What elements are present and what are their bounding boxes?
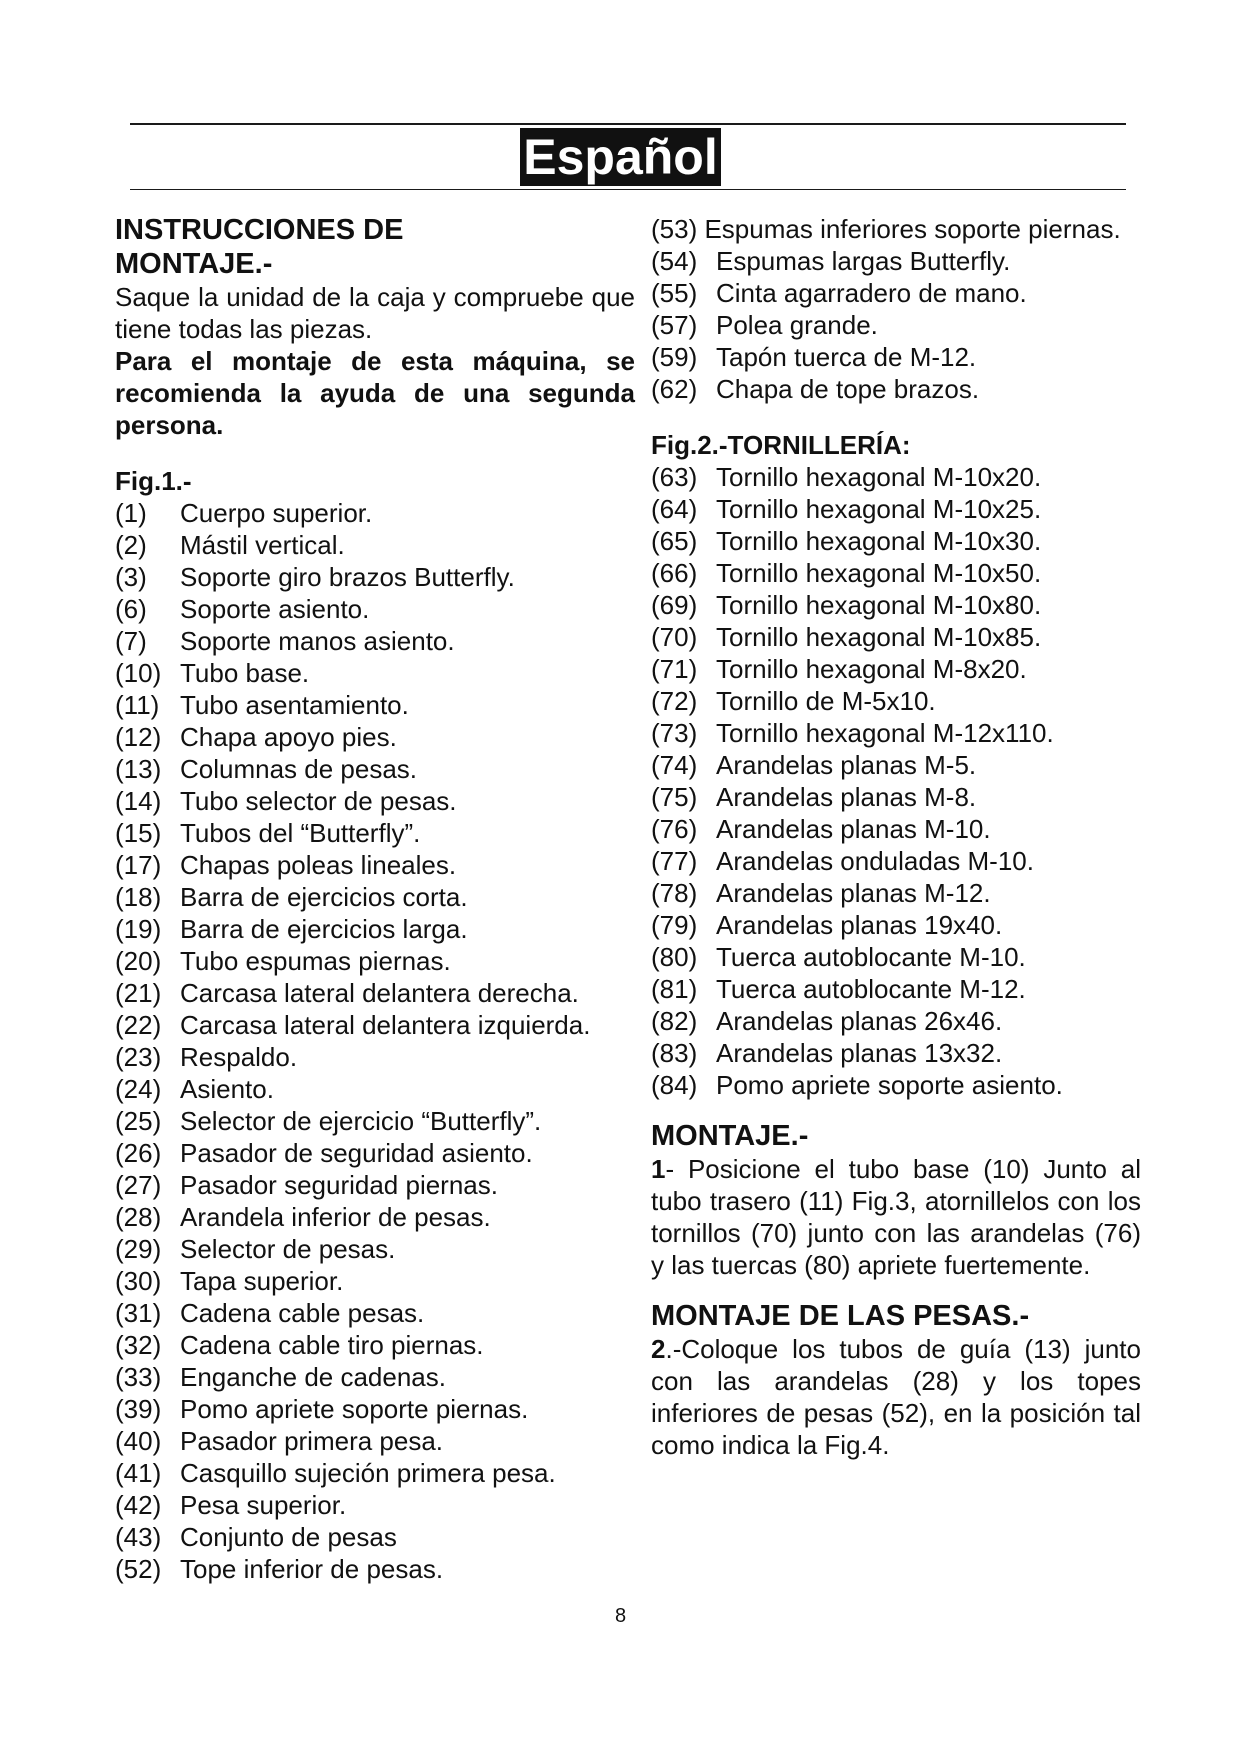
item-number: (19)	[115, 914, 162, 944]
item-number: (75)	[651, 782, 698, 812]
language-label: Español	[520, 128, 720, 186]
item-number: (27)	[115, 1170, 162, 1200]
item-text: Tope inferior de pesas.	[180, 1554, 444, 1584]
fig2-hardware-list	[651, 461, 1141, 1101]
list-item	[651, 941, 1141, 973]
list-item	[115, 1457, 635, 1489]
item-text: Barra de ejercicios larga.	[180, 914, 468, 944]
item-text: Pomo apriete soporte piernas.	[180, 1394, 529, 1424]
item-number: (2)	[115, 530, 147, 560]
section-title-line-1: INSTRUCCIONES DE	[115, 214, 404, 246]
section-title-instrucciones	[115, 213, 635, 281]
item-text: Enganche de cadenas.	[180, 1362, 446, 1392]
list-item	[115, 1233, 635, 1265]
item-text: Tornillo de M-5x10.	[716, 686, 936, 716]
item-text: Pomo apriete soporte asiento.	[716, 1070, 1063, 1100]
item-number: (80)	[651, 942, 698, 972]
item-number: (26)	[115, 1138, 162, 1168]
list-item	[651, 341, 1141, 373]
item-text: Respaldo.	[180, 1042, 298, 1072]
item-number: (28)	[115, 1202, 162, 1232]
item-number: (40)	[115, 1426, 162, 1456]
item-text: Chapas poleas lineales.	[180, 850, 457, 880]
item-number: (59)	[651, 342, 698, 372]
item-number: (72)	[651, 686, 698, 716]
list-item	[115, 625, 635, 657]
list-item	[115, 977, 635, 1009]
list-item	[115, 1425, 635, 1457]
list-item	[115, 689, 635, 721]
list-item	[115, 1201, 635, 1233]
item-text: Tornillo hexagonal M-8x20.	[716, 654, 1027, 684]
item-number: (57)	[651, 310, 698, 340]
section-title-line-2: MONTAJE.-	[115, 248, 273, 280]
item-number: (33)	[115, 1362, 162, 1392]
item-number: (79)	[651, 910, 698, 940]
list-item	[115, 1169, 635, 1201]
item-number: (15)	[115, 818, 162, 848]
item-text: Chapa apoyo pies.	[180, 722, 397, 752]
list-item	[115, 913, 635, 945]
list-item	[115, 497, 635, 529]
item-number: (18)	[115, 882, 162, 912]
item-number: (64)	[651, 494, 698, 524]
item-number: (69)	[651, 590, 698, 620]
item-text: Arandelas planas 26x46.	[716, 1006, 1003, 1036]
list-item	[651, 245, 1141, 277]
step-2-paragraph	[651, 1333, 1141, 1461]
item-text: Tornillo hexagonal M-12x110.	[716, 718, 1054, 748]
item-number: (3)	[115, 562, 147, 592]
item-number: (81)	[651, 974, 698, 1004]
montaje-title: MONTAJE.-	[651, 1120, 809, 1152]
item-number: (10)	[115, 658, 162, 688]
list-item	[115, 1265, 635, 1297]
item-text: Tornillo hexagonal M-10x20.	[716, 462, 1042, 492]
item-text: Chapa de tope brazos.	[716, 374, 980, 404]
item-number: (41)	[115, 1458, 162, 1488]
step-1-number: 1	[651, 1154, 666, 1184]
item-text: Tubos del “Butterfly”.	[180, 818, 421, 848]
item-number: (63)	[651, 462, 698, 492]
item-text: Arandelas planas M-12.	[716, 878, 991, 908]
item-text: Mástil vertical.	[180, 530, 345, 560]
item-text: Arandelas planas M-8.	[716, 782, 977, 812]
list-item	[651, 1069, 1141, 1101]
list-item	[115, 753, 635, 785]
list-item	[115, 1329, 635, 1361]
item-text: Arandelas planas M-5.	[716, 750, 977, 780]
item-text: Tapón tuerca de M-12.	[716, 342, 977, 372]
item-text: Tornillo hexagonal M-10x25.	[716, 494, 1042, 524]
item-number: (77)	[651, 846, 698, 876]
item-text: Arandela inferior de pesas.	[180, 1202, 491, 1232]
item-number: (32)	[115, 1330, 162, 1360]
list-item	[115, 1073, 635, 1105]
item-number: (14)	[115, 786, 162, 816]
item-number: (62)	[651, 374, 698, 404]
list-item	[115, 1105, 635, 1137]
item-text: Arandelas planas 19x40.	[716, 910, 1003, 940]
item-number: (7)	[115, 626, 147, 656]
page-number: 8	[614, 1605, 627, 1627]
list-item	[651, 589, 1141, 621]
language-header	[0, 128, 1241, 186]
list-item	[651, 525, 1141, 557]
item-number: (70)	[651, 622, 698, 652]
list-item	[115, 657, 635, 689]
item-number: (54)	[651, 246, 698, 276]
list-item	[115, 1009, 635, 1041]
list-item	[115, 1553, 635, 1585]
item-number: (17)	[115, 850, 162, 880]
item-text: Tubo asentamiento.	[180, 690, 409, 720]
list-item	[115, 561, 635, 593]
item-number: (39)	[115, 1394, 162, 1424]
item-number: (24)	[115, 1074, 162, 1104]
list-item	[115, 881, 635, 913]
item-number: (78)	[651, 878, 698, 908]
list-item	[651, 653, 1141, 685]
item-text: Soporte giro brazos Butterfly.	[180, 562, 515, 592]
item-number: (42)	[115, 1490, 162, 1520]
list-item	[651, 973, 1141, 1005]
list-item	[651, 877, 1141, 909]
item-number: (31)	[115, 1298, 162, 1328]
list-item	[651, 1037, 1141, 1069]
item-text: Tuerca autoblocante M-10.	[716, 942, 1026, 972]
item-number: (55)	[651, 278, 698, 308]
list-item	[115, 945, 635, 977]
list-item	[115, 1393, 635, 1425]
item-number: (20)	[115, 946, 162, 976]
intro-paragraph: Saque la unidad de la caja y compruebe que tiene todas las piezas.	[115, 282, 635, 344]
item-number: (29)	[115, 1234, 162, 1264]
list-item	[651, 309, 1141, 341]
item-text: Cadena cable pesas.	[180, 1298, 425, 1328]
list-item	[651, 461, 1141, 493]
list-item	[115, 1041, 635, 1073]
list-item	[115, 1521, 635, 1553]
item-number: (21)	[115, 978, 162, 1008]
item-number: (83)	[651, 1038, 698, 1068]
item-number: (23)	[115, 1042, 162, 1072]
list-item	[651, 373, 1141, 405]
item-text: Cinta agarradero de mano.	[716, 278, 1027, 308]
list-item	[115, 593, 635, 625]
item-number: (52)	[115, 1554, 162, 1584]
item-number: (71)	[651, 654, 698, 684]
left-column	[115, 213, 635, 1585]
list-item	[115, 1489, 635, 1521]
item-number: (82)	[651, 1006, 698, 1036]
item-number: (73)	[651, 718, 698, 748]
item-number: (6)	[115, 594, 147, 624]
item-number: (76)	[651, 814, 698, 844]
list-item	[651, 493, 1141, 525]
list-item	[651, 813, 1141, 845]
item-text: Pasador seguridad piernas.	[180, 1170, 498, 1200]
item-text: Selector de pesas.	[180, 1234, 396, 1264]
fig2-title: Fig.2.-TORNILLERÍA:	[651, 430, 911, 460]
item-number: (30)	[115, 1266, 162, 1296]
item-number: (65)	[651, 526, 698, 556]
list-item	[651, 845, 1141, 877]
item-text: Casquillo sujeción primera pesa.	[180, 1458, 556, 1488]
right-column	[651, 213, 1141, 1461]
item-text: Arandelas planas M-10.	[716, 814, 991, 844]
list-item	[651, 685, 1141, 717]
list-item	[651, 557, 1141, 589]
item-number: (74)	[651, 750, 698, 780]
item-text: Carcasa lateral delantera derecha.	[180, 978, 579, 1008]
list-item	[115, 1297, 635, 1329]
item-text: Soporte manos asiento.	[180, 626, 455, 656]
step-1-paragraph	[651, 1153, 1141, 1281]
item-text: Soporte asiento.	[180, 594, 370, 624]
item-number: (22)	[115, 1010, 162, 1040]
list-item	[651, 1005, 1141, 1037]
parts-list-continued	[651, 245, 1141, 405]
item-text: Carcasa lateral delantera izquierda.	[180, 1010, 591, 1040]
list-item	[651, 621, 1141, 653]
montaje-pesas-title: MONTAJE DE LAS PESAS.-	[651, 1300, 1030, 1332]
item-number: (11)	[115, 690, 160, 720]
item-text: Arandelas onduladas M-10.	[716, 846, 1034, 876]
item-text: Pesa superior.	[180, 1490, 347, 1520]
item-text: Tubo espumas piernas.	[180, 946, 451, 976]
list-item	[115, 817, 635, 849]
list-item	[651, 781, 1141, 813]
item-text: Cadena cable tiro piernas.	[180, 1330, 484, 1360]
item-text: Tornillo hexagonal M-10x85.	[716, 622, 1042, 652]
list-item	[115, 785, 635, 817]
item-text: Espumas largas Butterfly.	[716, 246, 1011, 276]
item-number: (1)	[115, 498, 147, 528]
item-text: Pasador de seguridad asiento.	[180, 1138, 533, 1168]
list-item	[651, 277, 1141, 309]
intro-bold-paragraph: Para el montaje de esta máquina, se recomienda la ayuda de una segunda persona.	[115, 346, 635, 440]
fig1-title: Fig.1.-	[115, 466, 192, 496]
item-text: Pasador primera pesa.	[180, 1426, 444, 1456]
list-item	[115, 721, 635, 753]
item-text: Polea grande.	[716, 310, 878, 340]
item-text: Barra de ejercicios corta.	[180, 882, 468, 912]
item-text: Tubo selector de pesas.	[180, 786, 457, 816]
item-number: (13)	[115, 754, 162, 784]
item-text: Selector de ejercicio “Butterfly”.	[180, 1106, 542, 1136]
item-number: (43)	[115, 1522, 162, 1552]
item-text: Tubo base.	[180, 658, 310, 688]
item-number: (84)	[651, 1070, 698, 1100]
list-item	[115, 1137, 635, 1169]
item-number: (25)	[115, 1106, 162, 1136]
header-bottom-rule	[130, 189, 1126, 190]
item-text: Tornillo hexagonal M-10x80.	[716, 590, 1042, 620]
list-item	[651, 909, 1141, 941]
item-text: Arandelas planas 13x32.	[716, 1038, 1003, 1068]
fig1-parts-list	[115, 497, 635, 1585]
list-item	[115, 849, 635, 881]
item-text: Tornillo hexagonal M-10x30.	[716, 526, 1042, 556]
step-2-text: .-Coloque los tubos de guía (13) junto con las arandelas (28) y los topes inferiores de pesas (52), en la posición tal como indica la Fig.4.	[651, 1334, 1141, 1460]
item-number: (66)	[651, 558, 698, 588]
step-1-text: - Posicione el tubo base (10) Junto al tubo trasero (11) Fig.3, atornillelos con los tornillos (70) junto con las arandelas (76) y las tuercas (80) apriete fuertemente.	[651, 1154, 1141, 1280]
list-item	[651, 749, 1141, 781]
item-text: Conjunto de pesas	[180, 1522, 397, 1552]
item-text: Tapa superior.	[180, 1266, 344, 1296]
part-item-53: (53) Espumas inferiores soporte piernas.	[651, 214, 1121, 244]
step-2-number: 2	[651, 1334, 666, 1364]
item-text: Columnas de pesas.	[180, 754, 418, 784]
item-text: Tuerca autoblocante M-12.	[716, 974, 1026, 1004]
header-top-rule	[130, 123, 1126, 125]
item-text: Cuerpo superior.	[180, 498, 373, 528]
list-item	[651, 717, 1141, 749]
item-text: Asiento.	[180, 1074, 274, 1104]
list-item	[115, 529, 635, 561]
list-item	[115, 1361, 635, 1393]
item-text: Tornillo hexagonal M-10x50.	[716, 558, 1042, 588]
item-number: (12)	[115, 722, 162, 752]
